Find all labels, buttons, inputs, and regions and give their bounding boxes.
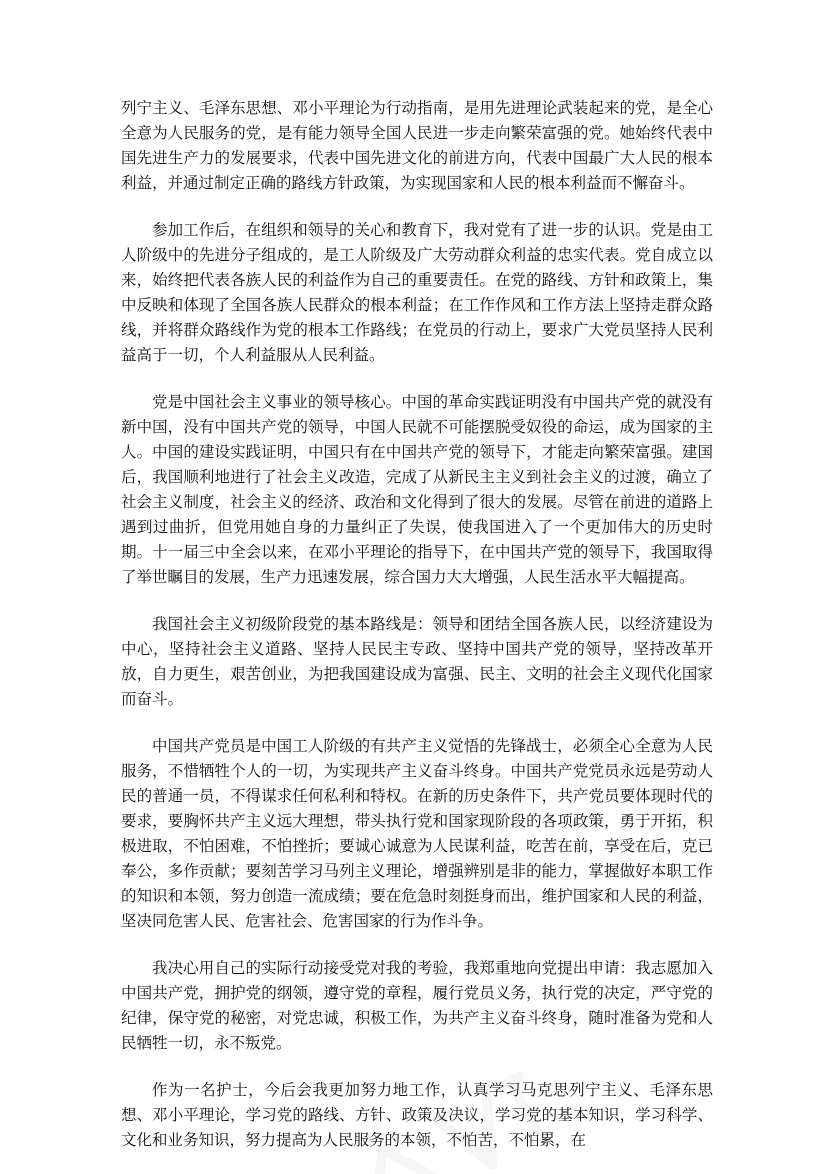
paragraph-5: 中国共产党员是中国工人阶级的有共产主义觉悟的先锋战士，必须全心全意为人民服务，不惜牺牲个人的一切，为实现共产主义奋斗终身。中国共产党党员永远是劳动人民的普通一员，不得谋求任何私利和特权。在新的历史条件下，共产党员要体现时代的要求，要胸怀共产主义远大理想，带头执行党和国家现阶段的各项政策，勇于开拓，积极进取，不怕困难，不怕挫折；要诚心诚意为人民谋利益，吃苦在前，享受在后，克已奉公，多作贡献；要刻苦学习马列主义理论，增强辨别是非的能力，掌握做好本职工作的知识和本领，努力创造一流成绩；要在危急时刻挺身而出，维护国家和人民的利益，坚决同危害人民、危害社会、危害国家的行为作斗争。 [121, 737, 713, 930]
paragraph-2: 参加工作后，在组织和领导的关心和教育下，我对党有了进一步的认识。党是由工人阶级中的先进分子组成的，是工人阶级及广大劳动群众利益的忠实代表。党自成立以来，始终把代表各族人民的利益作为自己的重要责任。在党的路线、方针和政策上，集中反映和体现了全国各族人民群众的根本利益；在工作作风和工作方法上坚持走群众路线，并将群众路线作为党的根本工作路线；在党员的行动上，要求广大党员坚持人民利益高于一切，个人利益服从人民利益。 [121, 221, 713, 364]
paragraph-6: 我决心用自己的实际行动接受党对我的考验，我郑重地向党提出申请：我志愿加入中国共产党，拥护党的纲领，遵守党的章程，履行党员义务，执行党的决定，严守党的纪律，保守党的秘密，对党忠诚，积极工作，为共产主义奋斗终身，随时准备为党和人民牺牲一切，永不叛党。 [121, 959, 713, 1052]
document-body [121, 96, 713, 1153]
paragraph-4: 我国社会主义初级阶段党的基本路线是：领导和团结全国各族人民，以经济建设为中心，坚持社会主义道路、坚持人民民主专政、坚持中国共产党的领导，坚持改革开放，自力更生，艰苦创业，为把我国建设成为富强、民主、文明的社会主义现代化国家而奋斗。 [121, 615, 713, 708]
paragraph-7: 作为一名护士，今后会我更加努力地工作，认真学习马克思列宁主义、毛泽东思想、邓小平理论，学习党的路线、方针、政策及决议，学习党的基本知识，学习科学、文化和业务知识，努力提高为人民服务的本领，不怕苦，不怕累，在 [121, 1081, 713, 1149]
paragraph-1: 列宁主义、毛泽东思想、邓小平理论为行动指南，是用先进理论武装起来的党，是全心全意为人民服务的党，是有能力领导全国人民进一步走向繁荣富强的党。她始终代表中国先进生产力的发展要求，代表中国先进文化的前进方向，代表中国最广大人民的根本利益，并通过制定正确的路线方针政策，为实现国家和人民的根本利益而不懈奋斗。 [121, 99, 713, 192]
paragraph-3: 党是中国社会主义事业的领导核心。中国的革命实践证明没有中国共产党的就没有新中国，没有中国共产党的领导，中国人民就不可能摆脱受奴役的命运，成为国家的主人。中国的建设实践证明，中国只有在中国共产党的领导下，才能走向繁荣富强。建国后，我国顺利地进行了社会主义改造，完成了从新民主主义到社会主义的过渡，确立了社会主义制度，社会主义的经济、政治和文化得到了很大的发展。尽管在前进的道路上遇到过曲折，但党用她自身的力量纠正了失误，使我国进入了一个更加伟大的历史时期。十一届三中全会以来，在邓小平理论的指导下，在中国共产党的领导下，我国取得了举世瞩目的发展，生产力迅速发展，综合国力大大增强，人民生活水平大幅提高。 [121, 393, 713, 586]
